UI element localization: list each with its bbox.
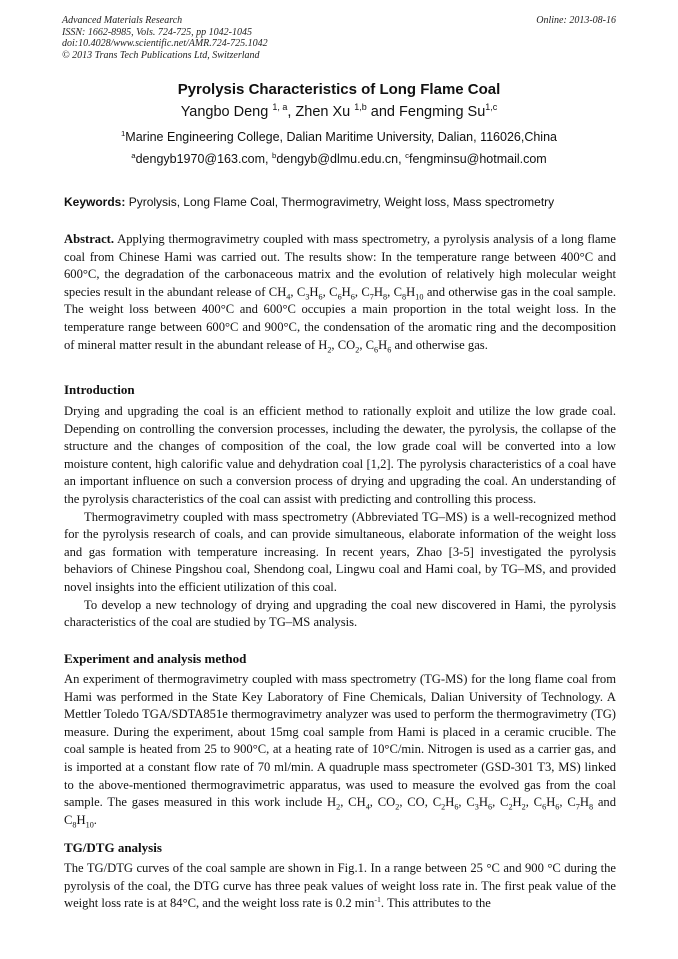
email-link[interactable]: dengyb1970@163.com, [135, 152, 269, 166]
email-sup: a [131, 150, 136, 160]
email-link[interactable]: dengyb@dlmu.edu.cn, [276, 152, 402, 166]
email-link[interactable]: fengminsu@hotmail.com [408, 152, 547, 166]
abstract: Abstract. Applying thermogravimetry coupled with mass spectrometry, a pyrolysis analysis of a long flame coal from Chinese Hami was carried out. The results show: In the temperature range between 400°C and 600°C, the degradation of the carbonaceous matrix and the evolution of relatively high molecular weight species result in the abundant release of $CH_4$, $C_3H_6$, $C_6H_6$, $C_7H_8$, $C_8H_{10}$ and otherwise gas in the coal sample. The weight loss between 400°C and 600°C occupies a main proportion in the total weight loss. In the temperature range between 600°C and 900°C, the condensation of the aromatic ring and the decomposition of mineral matter result in the abundant release of $H_2$, $CO_2$, $C_6H_6$ and otherwise gas. [64, 232, 616, 355]
abstract-text-1: Applying thermogravimetry coupled with mass spectrometry, a pyrolysis analysis of a long flame coal from Chinese Hami was carried out. The results show: In the temperature range between 400°C and 600°C, the degradation of the carbonaceous matrix and the evolution of relatively high molecular weight species result in the abundant release of [64, 232, 616, 299]
author-name: Zhen Xu [295, 104, 351, 120]
affiliation [0, 130, 678, 144]
affiliation-text: Marine Engineering College, Dalian Maritime University, Dalian, 116026,China [125, 130, 557, 144]
paper-title: Pyrolysis Characteristics of Long Flame Coal [177, 81, 501, 98]
author-list: Yangbo Deng $^{1, a}$, Zhen Xu $^{1,b}$ and Fengming Su$^{1,c}$ [180, 102, 498, 120]
issn-line: ISSN: 1662-8985, Vols. 724-725, pp 1042-1045 [62, 26, 252, 38]
doi-line: doi:10.4028/www.scientific.net/AMR.724-725.1042 [62, 38, 268, 49]
tgdtg-text-end: . This attributes to the [380, 896, 491, 911]
author-name: Yangbo Deng [180, 104, 269, 120]
keywords-text: Pyrolysis, Long Flame Coal, Thermogravimetry, Weight loss, Mass spectrometry [128, 195, 555, 209]
section-heading-introduction: Introduction [64, 382, 135, 397]
introduction-body [64, 403, 616, 632]
paragraph: Thermogravimetry coupled with mass spectrometry (Abbreviated TG–MS) is a well-recognized method for the pyrolysis research of coals, and can provide simultaneous, elaborate information of the weight loss and gas formation with temperature increasing. In recent years, Zhao [3-5] investigated the pyrolysis behaviors of Chinese Pingshou coal, Shendong coal, Lingwu coal and Hami coal, by TG–MS, and provided novel insights into the efficient utilization of this coal. [64, 509, 616, 594]
unit-sup: -1 [374, 895, 381, 904]
journal-name: Advanced Materials Research [62, 15, 183, 26]
copyright-line: © 2013 Trans Tech Publications Ltd, Switzerland [62, 49, 260, 61]
abstract-text-2: and otherwise gas in the coal sample. The weight loss between 400°C and 600°C occupies a main proportion in the total weight loss. In the temperature range between 600°C and 900°C, the condensation of the aromatic ring and the decomposition of mineral matter result in the abundant release of [64, 284, 616, 352]
section-heading-experiment: Experiment and analysis method [64, 651, 247, 666]
paragraph: Drying and upgrading the coal is an efficient method to rationally exploit and utilize the low grade coal. Depending on controlling the conversion processes, including the dewater, the pyrolysis, the collapse of the structure and the changes of composition of the coal, the low grade coal will be converted into a low moisture content, high calorific value and dehydration coal [1,2]. The pyrolysis characteristics of a coal have an important influence on such a conversion process of drying and upgrading the coal. An understanding of the pyrolysis characteristics of the coal can assist with predicting and controlling this process. [64, 404, 616, 506]
author-affil-sup: 1,c [485, 102, 498, 113]
tgdtg-text: The TG/DTG curves of the coal sample are shown in Fig.1. In a range between 25 °C and 900 °C during the pyrolysis of the coal, the DTG curve has three peak values of weight loss rate in. The first peak value of the weight loss rate is at 84°C, and the weight loss rate is 0.2 min [64, 861, 616, 911]
paragraph: To develop a new technology of drying and upgrading the coal new discovered in Hami, the pyrolysis characteristics of the coal are studied by TG–MS analysis. [64, 597, 616, 630]
online-date: Online: 2013-08-16 [536, 15, 616, 26]
email-list [0, 152, 678, 166]
section-heading-tgdtg: TG/DTG analysis [64, 840, 162, 855]
email-sup: c [405, 150, 409, 160]
author-conjunction: and [370, 104, 395, 120]
affiliation-sup: 1 [120, 128, 126, 138]
author-name: Fengming Su [399, 104, 486, 120]
experiment-text: An experiment of thermogravimetry coupled with mass spectrometry (TG-MS) for the long flame coal from Hami was performed in the State Key Laboratory of Fine Chemicals, Dalian University of Technology. A Mettler Toledo TGA/SDTA851e thermogravimetry analyzer was used to perform the thermogravimetry (TG) measure. During the experiment, about 15mg coal sample from Hami is placed in a ceramic crucible. The coal sample is heated from 25 to 900°C, at a heating rate of 10°C/min. Nitrogen is used as a carrier gas, and is imported at a constant flow rate of 70 ml/min. A quadruple mass spectrometer (GSD-301 T3, MS) linked to the above-mentioned thermogravimetric apparatus, was used to measure the evolved gas from the coal sample. The gases measured in this work include [64, 672, 616, 810]
experiment-body: An experiment of thermogravimetry coupled with mass spectrometry (TG-MS) for the long flame coal from Hami was performed in the State Key Laboratory of Fine Chemicals, Dalian University of Technology. A Mettler Toledo TGA/SDTA851e thermogravimetry analyzer was used to perform the thermogravimetry (TG) measure. During the experiment, about 15mg coal sample from Hami is placed in a ceramic crucible. The coal sample is heated from 25 to 900°C, at a heating rate of 10°C/min. Nitrogen is used as a carrier gas, and is imported at a constant flow rate of 70 ml/min. A quadruple mass spectrometer (GSD-301 T3, MS) linked to the above-mentioned thermogravimetric apparatus, was used to measure the evolved gas from the coal sample. The gases measured in this work include $H_2$, $CH_4$, $CO_2$, CO, $C_2H_6$, $C_3H_6$, $C_2H_2$, $C_6H_6$, $C_7H_8$ and $C_8H_{10}$. [64, 672, 617, 830]
abstract-label: Abstract. [64, 232, 115, 246]
abstract-text-3: and otherwise gas. [394, 337, 488, 352]
keywords-label: Keywords: [64, 195, 126, 209]
author-affil-sup: 1, a [272, 102, 288, 113]
email-sup: b [272, 150, 277, 160]
journal-metadata [62, 15, 268, 61]
keywords [64, 195, 616, 209]
tgdtg-body [64, 860, 616, 913]
author-affil-sup: 1,b [354, 102, 367, 113]
